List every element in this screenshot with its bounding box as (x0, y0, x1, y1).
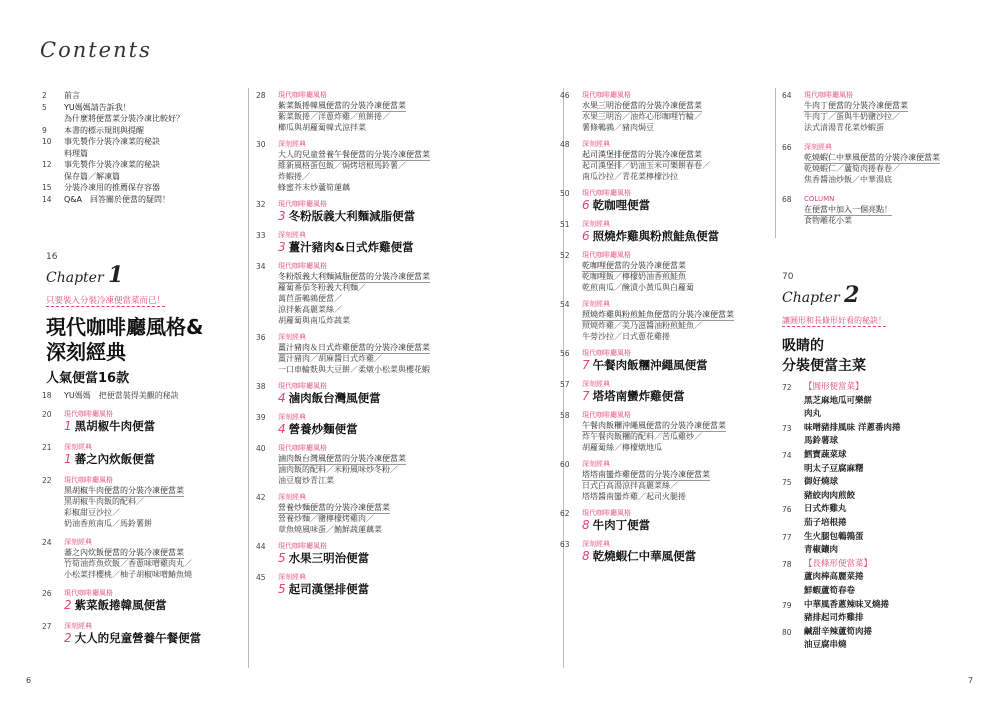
toc-bento-name: 滷肉飯台灣風便當 (288, 391, 381, 405)
contents-title: Contents (40, 38, 152, 62)
toc-entry (782, 382, 992, 395)
toc-entry (42, 90, 242, 101)
toc-bento-title (64, 598, 167, 612)
toc-bento-title (64, 631, 201, 645)
toc-entry (782, 640, 992, 653)
toc-style-tag: 現代咖啡廳風格 (64, 589, 113, 597)
toc-bento-title (582, 549, 696, 563)
toc-style-tag: 現代咖啡廳風格 (582, 509, 631, 517)
toc-bento-title (278, 391, 381, 405)
toc-bento-name: 乾燒蝦仁中華風便當 (592, 549, 697, 563)
toc-entry (782, 532, 992, 545)
toc-bento-number: 7 (582, 358, 590, 372)
toc-style-tag: 深刻經典 (278, 333, 306, 341)
toc-detail-line: 紫菜飯捲韓風便當的分裝冷凍便當菜 (278, 101, 406, 110)
chapter-1-block (46, 252, 246, 386)
toc-entry (782, 504, 992, 517)
toc-page-number: 63 (560, 540, 570, 549)
toc-entry-text: 茄子培根捲 (804, 518, 847, 528)
toc-entry (782, 409, 992, 422)
page-number-right: 7 (968, 676, 974, 685)
toc-style-tag: 現代咖啡廳風格 (278, 262, 327, 270)
toc-page-number: 20 (42, 410, 52, 419)
toc-page-number: 38 (256, 382, 266, 391)
toc-style-tag: 現代咖啡廳風格 (804, 91, 853, 99)
toc-page-number: 21 (42, 443, 52, 452)
toc-detail-line: 法式清湯青花菜炒蝦蛋 (804, 123, 884, 132)
toc-detail-line: 黑胡椒牛肉便當的分裝冷凍便當菜 (64, 486, 184, 495)
page-number-left: 6 (26, 676, 32, 685)
toc-page-number: 32 (256, 200, 266, 209)
toc-bento-name: 冬粉版義大利麵減脂便當 (288, 209, 416, 223)
toc-bento-title (64, 419, 155, 433)
toc-entry-text: 事先製作分裝冷凍菜的秘訣 (64, 137, 160, 146)
toc-page-number: 62 (560, 509, 570, 518)
toc-page-number: 28 (256, 91, 266, 100)
toc-style-tag: 現代咖啡廳風格 (278, 542, 327, 550)
toc-page-number: 51 (560, 220, 570, 229)
chapter-2-block (782, 272, 992, 375)
toc-bento-number: 3 (278, 240, 286, 254)
toc-style-tag: 現代咖啡廳風格 (582, 91, 631, 99)
toc-entry-text: 味噌豬排風味 洋蔥番肉捲 (804, 422, 901, 433)
toc-detail-line: 牛肉丁便當的分裝冷凍便當菜 (804, 101, 908, 110)
toc-entry-text: 生火腿包鵪鶉蛋 (804, 531, 864, 542)
toc-style-tag: 深刻經典 (278, 413, 306, 421)
toc-entry (42, 159, 242, 170)
toc-style-tag: 深刻經典 (582, 220, 610, 228)
toc-page-number: 76 (782, 505, 792, 515)
toc-style-tag: 現代咖啡廳風格 (64, 476, 113, 484)
toc-detail-line: 胡蘿蔔絲／檸檬燉地瓜 (582, 443, 662, 452)
toc-entry-text: 豬排起司炸雞排 (804, 613, 864, 624)
toc-entry (42, 113, 242, 124)
toc-style-tag: 深刻經典 (278, 140, 306, 148)
toc-entry-text: 肉丸 (804, 409, 822, 420)
toc-page-number: 46 (560, 91, 570, 100)
toc-style-tag: 深刻經典 (64, 538, 92, 546)
toc-entry-text: 馬鈴薯球 (804, 436, 839, 447)
toc-entry (782, 559, 992, 572)
toc-entry (782, 586, 992, 599)
toc-entry-text: 保存篇／解凍篇 (64, 171, 120, 181)
toc-bento-title (278, 582, 369, 596)
toc-detail-line: 一口車輪麩與大豆餅／柔燉小松菜與櫻花蝦 (278, 365, 430, 374)
toc-bento-title (278, 551, 369, 565)
toc-category-heading: 【圓形便當菜】 (804, 382, 864, 392)
toc-entry (42, 182, 242, 193)
toc-page-number: 66 (782, 143, 792, 152)
toc-detail-line: 塔塔醬南蠻炸雞／起司火腿捲 (582, 492, 686, 501)
toc-detail-line: 起司漢堡排便當的分裝冷凍便當菜 (582, 150, 702, 159)
toc-entry (782, 423, 992, 436)
toc-bento-title (582, 518, 650, 532)
toc-bento-name: 乾咖哩便當 (592, 198, 651, 212)
toc-page-number: 45 (256, 573, 266, 582)
toc-page-number: 30 (256, 140, 266, 149)
toc-page-number: 74 (782, 451, 792, 460)
toc-style-tag: 深刻經典 (582, 140, 610, 148)
toc-style-tag: 深刻經典 (64, 443, 92, 451)
toc-bento-title (278, 422, 358, 436)
chapter-2-page: 70 (782, 272, 794, 282)
toc-style-tag: 現代咖啡廳風格 (582, 189, 631, 197)
toc-page-number: 34 (256, 262, 266, 271)
toc-detail-line: 涼拌紫高麗菜絲／ (278, 305, 342, 314)
toc-bento-title (278, 240, 414, 254)
toc-page-number: 2 (42, 91, 47, 100)
toc-detail-line: 營養炒麵便當的分裝冷凍便當菜 (278, 503, 390, 512)
toc-bento-number: 4 (278, 422, 286, 436)
toc-page-number: 68 (782, 195, 792, 204)
chapter-1-banner: 只要裝入分裝冷凍便當菜而已！ (46, 296, 166, 306)
toc-detail-line: YU媽媽 把便當裝得美觀的秘訣 (64, 391, 179, 400)
toc-detail-line: 食物雕花小菜 (804, 216, 852, 225)
toc-style-tag: 深刻經典 (278, 573, 306, 581)
toc-page-number: 39 (256, 413, 266, 422)
column-divider (775, 88, 776, 238)
chapter-2-title-line-2: 分裝便當主菜 (782, 358, 866, 374)
toc-style-tag: 深刻經典 (278, 231, 306, 239)
toc-entry (782, 491, 992, 504)
toc-entry-text: 料理篇 (64, 148, 88, 158)
toc-bento-title (582, 358, 708, 372)
toc-page-number: 44 (256, 542, 266, 551)
contents-column-3 (560, 90, 770, 670)
toc-bento-name: 照燒炸雞與粉煎鮭魚便當 (592, 229, 720, 243)
toc-detail-line: 牛肉丁／蛋與牛奶鹽沙拉／ (804, 112, 900, 121)
toc-bento-name: 營養炒麵便當 (288, 422, 358, 436)
toc-entry-text: 本書的標示規則與提醒 (64, 125, 144, 135)
toc-detail-line: 蘿蔔番茄冬粉義大利麵／ (278, 283, 366, 292)
toc-page-number: 9 (42, 125, 47, 135)
toc-page-number: 22 (42, 476, 52, 485)
toc-page-number: 10 (42, 137, 52, 146)
toc-page-number: 5 (42, 102, 47, 112)
toc-entry (782, 600, 992, 613)
toc-style-tag: 深刻經典 (582, 460, 610, 468)
toc-detail-line: 奶油香煎南瓜／馬鈴薯餅 (64, 519, 152, 528)
toc-detail-line: 焦香醬油炒飯／中華湯底 (804, 175, 892, 184)
toc-bento-number: 5 (278, 582, 286, 596)
toc-entry-text: 黑芝麻地瓜可樂餅 (804, 395, 873, 406)
toc-page-number: 36 (256, 333, 266, 342)
toc-page-number: 42 (256, 493, 266, 502)
toc-style-tag: 現代咖啡廳風格 (278, 382, 327, 390)
toc-entry-text: 分裝冷凍用的推薦保存容器 (64, 183, 160, 192)
toc-detail-line: 照燒炸雞／美乃滋醬油粉煎鮭魚／ (582, 321, 702, 330)
toc-bento-title (582, 389, 685, 403)
toc-detail-line: 午餐肉飯糰沖繩風便當的分裝冷凍便當菜 (582, 421, 726, 430)
toc-detail-line: 南瓜沙拉／青花菜檸檬沙拉 (582, 172, 678, 181)
toc-detail-line: 日式白高湯涼拌高麗菜絲／ (582, 481, 678, 490)
toc-detail-line: 小松菜拌櫻桃／柚子胡椒味噌鰆魚燒 (64, 570, 192, 579)
toc-entry (42, 136, 242, 147)
toc-bento-number: 8 (582, 518, 590, 532)
toc-bento-number: 2 (64, 598, 72, 612)
toc-entry (782, 477, 992, 490)
toc-page-number: 52 (560, 251, 570, 260)
toc-entry (782, 627, 992, 640)
toc-bento-number: 7 (582, 389, 590, 403)
toc-detail-line: 油豆腐炒青江菜 (278, 476, 334, 485)
toc-style-tag: 現代咖啡廳風格 (64, 410, 113, 418)
toc-detail-line: 萬苣蛋鵪鶉便當／ (278, 294, 342, 303)
toc-style-tag: 現代咖啡廳風格 (278, 91, 327, 99)
toc-page-number: 72 (782, 383, 792, 392)
toc-entry-text: 鮮蝦蘆筍春卷 (804, 586, 856, 596)
toc-page-number: 80 (782, 627, 792, 637)
toc-detail-line: 牛蒡沙拉／日式蔥花雞捲 (582, 332, 670, 341)
toc-style-tag: 深刻經典 (804, 143, 832, 151)
toc-detail-line: 水果三明治／油炸心形咖哩竹輪／ (582, 112, 702, 121)
toc-style-tag: 深刻經典 (278, 493, 306, 501)
toc-style-tag: 深刻經典 (582, 300, 610, 308)
toc-detail-line: 大人的兒童營養午餐便當的分裝冷凍便當菜 (278, 150, 430, 159)
toc-detail-line: 蜂蜜芥末炒蘆筍蓮藕 (278, 183, 350, 192)
toc-entry-text: 前言 (64, 91, 80, 100)
toc-detail-line: 乾咖哩飯／檸檬奶油香煎鮭魚 (582, 272, 686, 281)
toc-page-number: 12 (42, 160, 52, 169)
toc-detail-line: 照燒炸雞與粉煎鮭魚便當的分裝冷凍便當菜 (582, 310, 734, 319)
toc-bento-name: 水果三明治便當 (288, 551, 370, 565)
toc-detail-line: 櫛瓜與胡蘿蔔韓式涼拌菜 (278, 123, 366, 132)
toc-page-number: 40 (256, 444, 266, 453)
toc-entry-text: 蘆肉棒高麗菜捲 (804, 572, 864, 583)
toc-bento-number: 6 (582, 229, 590, 243)
chapter-1-title-line-2: 深刻經典 (46, 340, 126, 364)
toc-bento-number: 5 (278, 551, 286, 565)
toc-bento-name: 塔塔南蠻炸雞便當 (592, 389, 685, 403)
toc-style-tag: 現代咖啡廳風格 (582, 349, 631, 357)
toc-bento-number: 8 (582, 549, 590, 563)
chapter-1-label: Chapter 1 (46, 262, 124, 288)
toc-detail-line: 黑胡椒牛肉飯的配料／ (64, 497, 144, 506)
toc-page-number: 56 (560, 349, 570, 358)
toc-bento-name: 紫菜飯捲韓風便當 (74, 598, 167, 612)
toc-entry-text: 明太子豆腐麻糬 (804, 463, 864, 474)
toc-entry (782, 572, 992, 585)
toc-detail-line: 薯條鵪鶉／豬肉焗豆 (582, 123, 654, 132)
toc-detail-line: 胡蘿蔔與南瓜炸蔬菜 (278, 316, 350, 325)
toc-style-tag: 現代咖啡廳風格 (278, 200, 327, 208)
toc-entry-text: 鹹甜辛辣蘆筍肉捲 (804, 626, 873, 637)
toc-entry (42, 194, 242, 205)
toc-bento-title (64, 452, 155, 466)
toc-page-number: 64 (782, 91, 792, 100)
toc-entry (42, 125, 242, 136)
toc-bento-name: 蕃之內炊飯便當 (74, 452, 156, 466)
chapter-2-banner: 讓圓形和長條形好看的秘訣！ (782, 316, 886, 325)
toc-page-number: 75 (782, 478, 792, 488)
toc-entry-text: 鱈寶蔬菜球 (804, 450, 847, 460)
toc-bento-number: 6 (582, 198, 590, 212)
toc-page-number: 60 (560, 460, 570, 469)
toc-entry-text: 中華風香蔥辣味叉燒捲 (804, 599, 890, 610)
toc-entry (782, 436, 992, 449)
toc-entry-text: YU媽媽請告訴我！ (64, 102, 131, 112)
toc-bento-number: 4 (278, 391, 286, 405)
toc-page-number: 24 (42, 538, 52, 547)
toc-page-number: 57 (560, 380, 570, 389)
contents-column-4 (782, 90, 992, 670)
toc-bento-number: 2 (64, 631, 72, 645)
toc-style-tag: 深刻經典 (64, 622, 92, 630)
toc-bento-title (582, 198, 650, 212)
toc-entry (782, 450, 992, 463)
toc-page-number: 48 (560, 140, 570, 149)
toc-detail-line: 彩椒甜豆沙拉／ (64, 508, 120, 517)
toc-detail-line: 蕃之內炊飯便當的分裝冷凍便當菜 (64, 548, 184, 557)
toc-detail-line: 乾燒蝦仁／蘆筍肉捲春卷／ (804, 164, 900, 173)
toc-entry (42, 102, 242, 113)
toc-entry-text: 油豆腐串燒 (804, 640, 847, 651)
toc-entry-text: 豬絞肉肉煎餃 (804, 490, 856, 501)
toc-category-heading: 【長條形便當菜】 (804, 558, 873, 569)
toc-entry-text: 事先製作分裝冷凍菜的秘訣 (64, 160, 160, 169)
toc-page-number: 33 (256, 231, 266, 240)
toc-page-number: 78 (782, 559, 792, 569)
toc-page-number: 15 (42, 183, 52, 192)
toc-entry (782, 464, 992, 477)
toc-page-number: 26 (42, 589, 52, 598)
toc-style-tag: 深刻經典 (582, 380, 610, 388)
toc-detail-line: 營養炒麵／鹽檸檬烤雞肉／ (278, 514, 374, 523)
toc-style-tag: 深刻經典 (582, 540, 610, 548)
toc-entry-text: Q&A 回答關於便當的疑問！ (64, 194, 171, 204)
toc-bento-title (582, 229, 719, 243)
toc-entry-text: 日式炸雞丸 (804, 504, 847, 515)
toc-detail-line: 薑汁豬肉＆日式炸雞便當的分裝冷凍便當菜 (278, 343, 430, 352)
toc-detail-line: 水果三明治便當的分裝冷凍便當菜 (582, 101, 702, 110)
toc-entry-text: 御好燒球 (804, 477, 839, 488)
toc-detail-line: 竹筍油炸魚炊飯／香蔥味噌雞肉丸／ (64, 559, 192, 568)
toc-style-tag: 現代咖啡廳風格 (582, 411, 631, 419)
column-divider (248, 88, 249, 668)
toc-detail-line: 冬粉版義大利麵減脂便當的分裝冷凍便當菜 (278, 272, 430, 281)
toc-entry (782, 613, 992, 626)
toc-bento-name: 大人的兒童營養午餐便當 (74, 631, 202, 645)
toc-style-tag: 現代咖啡廳風格 (582, 251, 631, 259)
toc-detail-line: 炸午餐肉飯糰的配料／苦瓜雞炒／ (582, 432, 702, 441)
toc-entry-text: 為什麼將便當菜分裝冷凍比較好？ (64, 114, 184, 123)
chapter-1-subtitle: 人氣便當16款 (46, 371, 130, 386)
toc-entry (782, 396, 992, 409)
toc-style-tag: 現代咖啡廳風格 (278, 444, 327, 452)
toc-bento-title (278, 209, 415, 223)
toc-detail-line: 起司漢堡排／奶油玉米可樂餅春卷／ (582, 161, 710, 170)
toc-page-number: 27 (42, 622, 52, 631)
toc-bento-name: 午餐肉飯糰沖繩風便當 (592, 358, 708, 372)
toc-bento-name: 起司漢堡排便當 (288, 582, 370, 596)
toc-entry-text: 青椒鑲肉 (804, 545, 839, 556)
toc-bento-number: 3 (278, 209, 286, 223)
toc-detail-line: 炸蝦捲／ (278, 172, 310, 181)
toc-detail-line: 滷肉飯台灣風便當的分裝冷凍便當菜 (278, 454, 406, 463)
toc-page-number: 79 (782, 600, 792, 610)
toc-bento-number: 1 (64, 419, 72, 433)
toc-bento-name: 牛肉丁便當 (592, 518, 651, 532)
toc-detail-line: 在便當中加入一個亮點！ (804, 205, 892, 214)
chapter-2-label: Chapter 2 (782, 282, 860, 308)
toc-bento-number: 1 (64, 452, 72, 466)
toc-bento-name: 黑胡椒牛肉便當 (74, 419, 156, 433)
toc-detail-line: 薑汁豬肉／胡麻醬日式炸雞／ (278, 354, 382, 363)
toc-detail-line: 塔塔南蠻炸雞便當的分裝冷凍便當菜 (582, 470, 710, 479)
chapter-1-page: 16 (46, 252, 58, 262)
chapter-1-title-line-1: 現代咖啡廳風格& (46, 315, 204, 339)
toc-detail-line: 滷肉飯的配料／米粉風味炒冬粉／ (278, 465, 398, 474)
toc-page-number: 58 (560, 411, 570, 420)
toc-entry (782, 545, 992, 558)
toc-detail-line: 維新風格蛋包飯／焗烤培根馬鈴薯／ (278, 161, 406, 170)
toc-detail-line: 紫菜飯捲／洋蔥炸雞／煎餅捲／ (278, 112, 390, 121)
toc-detail-line: 乾燒蝦仁中華風便當的分裝冷凍便當菜 (804, 153, 940, 162)
toc-bento-name: 薑汁豬肉&日式炸雞便當 (288, 240, 414, 254)
toc-page-number: 54 (560, 300, 570, 309)
toc-page-number: 18 (42, 391, 52, 400)
toc-detail-line: 乾煎南瓜／醃漬小黃瓜與白蘿蔔 (582, 283, 694, 292)
toc-entry (42, 148, 242, 159)
toc-entry (42, 171, 242, 182)
toc-page-number: 77 (782, 532, 792, 542)
toc-style-tag: COLUMN (804, 195, 835, 203)
toc-detail-line: 章魚燒風味蛋／鮪鮮蔬蓮藕菜 (278, 525, 382, 534)
toc-entry (782, 518, 992, 531)
toc-page-number: 50 (560, 189, 570, 198)
contents-column-2 (256, 90, 556, 670)
toc-page-number: 14 (42, 194, 52, 204)
toc-detail-line: 乾咖哩便當的分裝冷凍便當菜 (582, 261, 686, 270)
toc-page-number: 73 (782, 423, 792, 433)
chapter-2-title-line-1: 吸睛的 (782, 338, 824, 354)
